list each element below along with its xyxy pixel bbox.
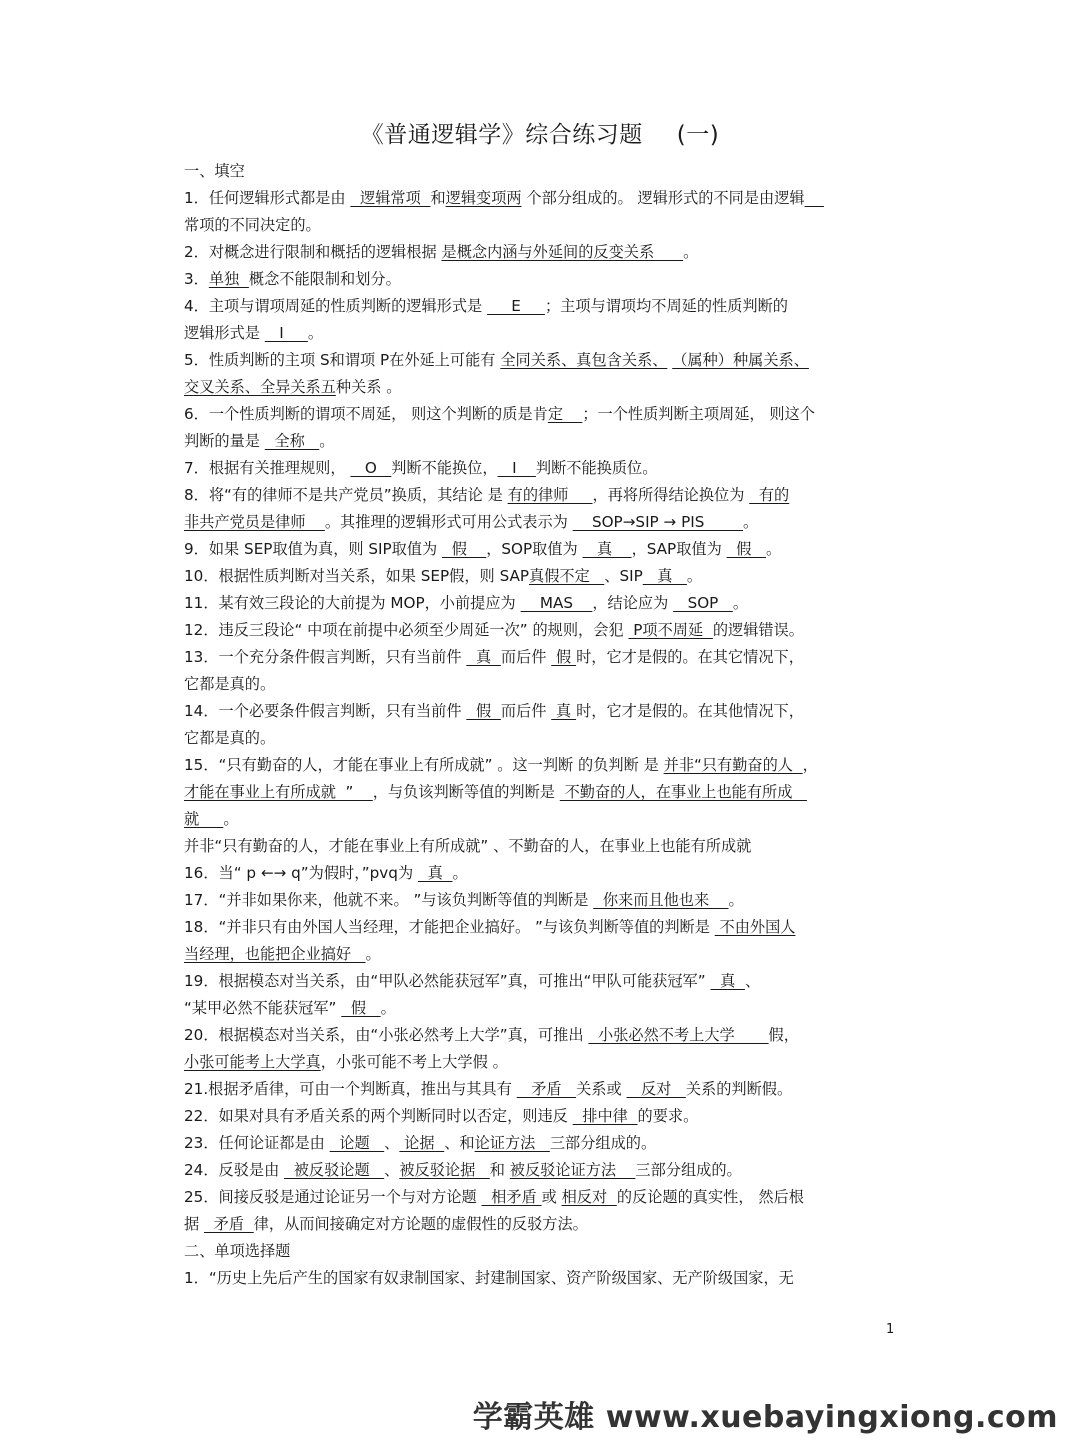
watermark-text: 学霸英雄 www.xuebayingxiong.com (472, 1400, 1058, 1435)
question-line: 25．间接反驳是通过论证另一个与对方论题 相矛盾 或 相反对 的反论题的真实性， 然后根 (184, 1188, 804, 1206)
question-line: “某甲必然不能获冠军” 假 。 (184, 999, 396, 1017)
question-line: 据 矛盾 律，从而间接确定对方论题的虚假性的反驳方法。 (184, 1215, 588, 1233)
section-heading: 一、填空 (184, 162, 245, 180)
question-line: 交叉关系、全异关系五种关系 。 (184, 378, 402, 396)
question-line: 18．“并非只有由外国人当经理，才能把企业搞好。 ”与该负判断等值的判断是 不由外国人 (184, 918, 796, 936)
question-line: 14．一个必要条件假言判断，只有当前件 假 而后件 真 时，它才是假的。在其他情况下， (184, 702, 804, 720)
question-line: 非共产党员是律师 。其推理的逻辑形式可用公式表示为 SOP→SIP → PIS 。 (184, 513, 759, 531)
section-heading: 二、单项选择题 (184, 1242, 291, 1260)
question-line: 15．“只有勤奋的人，才能在事业上有所成就” 。这一判断 的负判断 是 并非“只有勤奋的人 ， (184, 756, 818, 774)
question-line: 才能在事业上有所成就 ” ，与负该判断等值的判断是 不勤奋的人，在事业上也能有所成 (184, 783, 807, 801)
title-main: 《普通逻辑学》综合练习题 (360, 122, 643, 148)
question-line: 它都是真的。 (184, 675, 276, 693)
question-line: 当经理，也能把企业搞好 。 (184, 945, 381, 963)
question-line: 7．根据有关推理规则， O 判断不能换位， I 判断不能换质位。 (184, 459, 658, 477)
question-line: 19．根据模态对当关系，由“甲队必然能获冠军”真，可推出“甲队可能获冠军” 真 、 (184, 972, 761, 990)
question-line: 17．“并非如果你来，他就不来。 ”与该负判断等值的判断是 你来而且他也来 。 (184, 891, 744, 909)
question-line: 逻辑形式是 I 。 (184, 324, 324, 342)
question-line: 21.根据矛盾律，可由一个判断真，推出与其具有 矛盾 关系或 反对 关系的判断假。 (184, 1080, 793, 1098)
question-line: 4．主项与谓项周延的性质判断的逻辑形式是 E ；主项与谓项均不周延的性质判断的 (184, 297, 788, 315)
question-line: 23．任何论证都是由 论题 、 论据 、和论证方法 三部分组成的。 (184, 1134, 657, 1152)
page-title (0, 116, 1080, 149)
question-line: 16．当“ p ←→ q”为假时，”pvq为 真 。 (184, 864, 468, 882)
footer-bar (0, 1388, 1080, 1440)
question-line: 11．某有效三段论的大前提为 MOP，小前提应为 MAS ，结论应为 SOP 。 (184, 594, 749, 612)
question-line: 5．性质判断的主项 S和谓项 P在外延上可能有 全同关系、真包含关系、 （属种）种属关系、 (184, 351, 809, 369)
question-line: 22．如果对具有矛盾关系的两个判断同时以否定，则违反 排中律 的要求。 (184, 1107, 699, 1125)
question-line: 它都是真的。 (184, 729, 276, 747)
question-line: 2．对概念进行限制和概括的逻辑根据 是概念内涵与外延间的反变关系 。 (184, 243, 699, 261)
question-line: 12．违反三段论“ 中项在前提中必须至少周延一次” 的规则，会犯 P项不周延 的逻辑错误。 (184, 621, 804, 639)
question-line: 常项的不同决定的。 (184, 216, 321, 234)
question-line: 24．反驳是由 被反驳论题 、被反驳论据 和 被反驳论证方法 三部分组成的。 (184, 1161, 742, 1179)
page-number: 1 (886, 1322, 895, 1337)
question-line: 判断的量是 全称 。 (184, 432, 335, 450)
title-number: (一) (676, 122, 720, 148)
question-line: 小张可能考上大学真，小张可能不考上大学假 。 (184, 1053, 508, 1071)
question-line: 3．单独 概念不能限制和划分。 (184, 270, 401, 288)
question-line: 10．根据性质判断对当关系，如果 SEP假，则 SAP真假不定 、SIP 真 。 (184, 567, 703, 585)
question-line: 并非“只有勤奋的人，才能在事业上有所成就” 、不勤奋的人，在事业上也能有所成就 (184, 837, 752, 855)
question-line: 就 。 (184, 810, 239, 828)
question-line: 9．如果 SEP取值为真，则 SIP取值为 假 ，SOP取值为 真 ，SAP取值为 假 。 (184, 540, 782, 558)
question-line: 1．任何逻辑形式都是由 逻辑常项 和逻辑变项两 个部分组成的。 逻辑形式的不同是由逻辑 (184, 189, 805, 207)
question-line: 6．一个性质判断的谓项不周延， 则这个判断的质是肯定 ；一个性质判断主项周延， 则这个 (184, 405, 815, 423)
exercise-body (184, 158, 900, 1292)
question-line: 20．根据模态对当关系，由“小张必然考上大学”真，可推出 小张必然不考上大学 假， (184, 1026, 799, 1044)
question-line: 1．“历史上先后产生的国家有奴隶制国家、封建制国家、资产阶级国家、无产阶级国家，无 (184, 1269, 794, 1287)
question-line: 8．将“有的律师不是共产党员”换质，其结论 是 有的律师 ，再将所得结论换位为 有的 (184, 486, 790, 504)
question-line: 13．一个充分条件假言判断，只有当前件 真 而后件 假 时，它才是假的。在其它情况下， (184, 648, 804, 666)
